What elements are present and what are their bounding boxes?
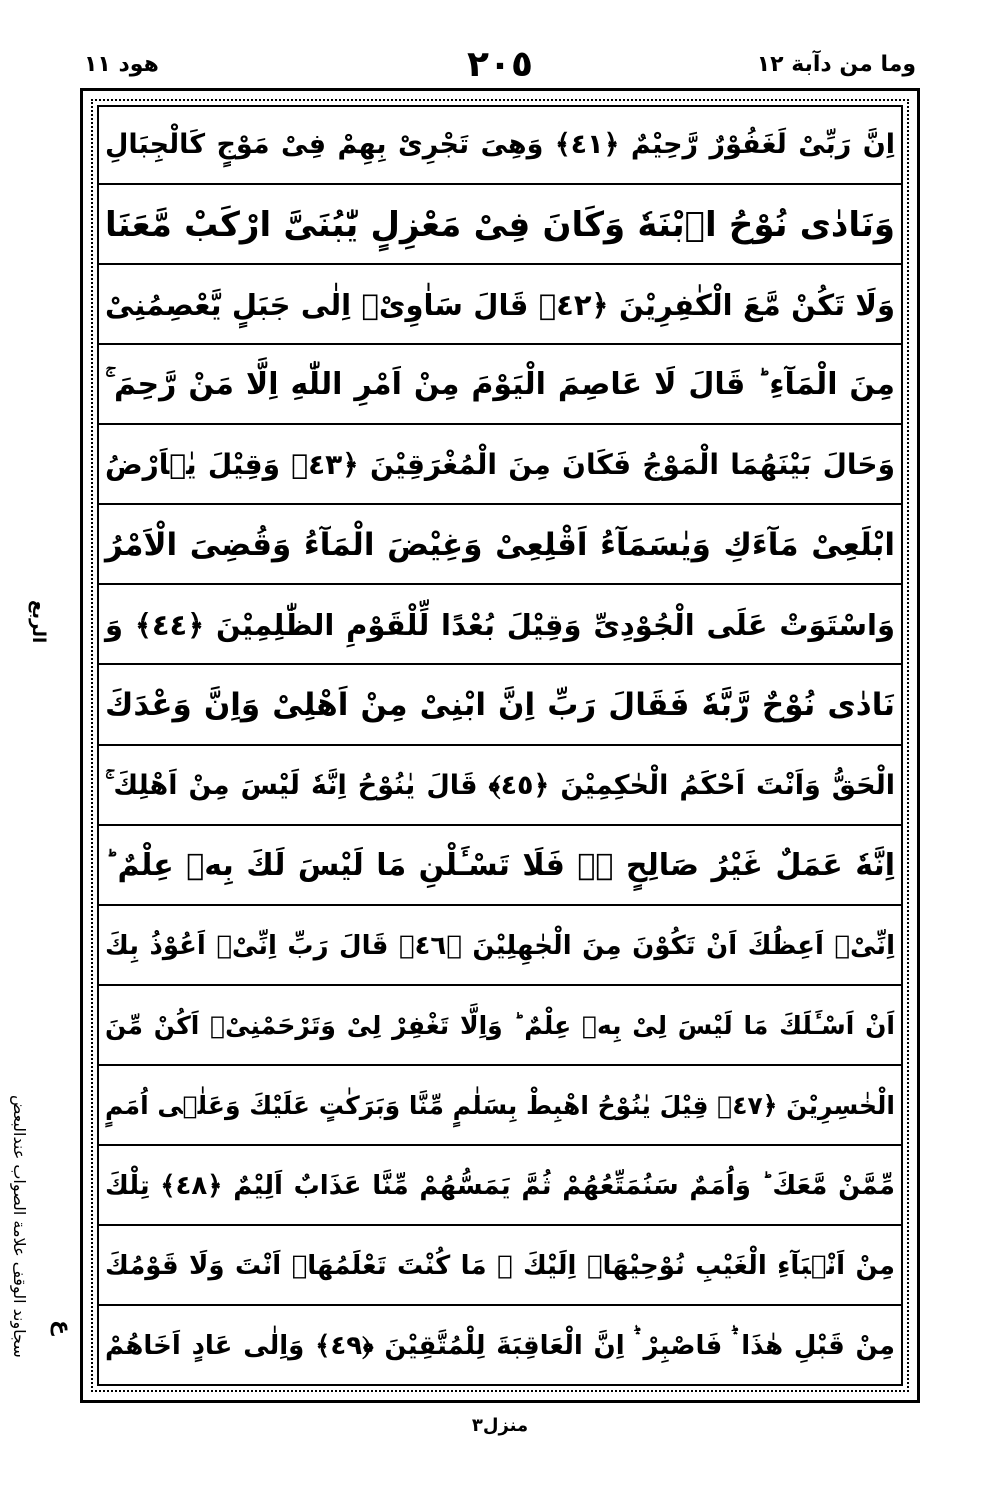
- text-line: اَنْ اَسْـَٔلَكَ مَا لَیْسَ لِیْ بِهٖ عِلْمٌ ؕ وَاِلَّا تَغْفِرْ لِیْ وَتَرْحَمْنِیْۤ اَكُنْ مِّنَ: [97, 986, 903, 1066]
- text-line: الْخٰسِرِیْنَ ﴿٤٧﴾ قِیْلَ یٰنُوْحُ اهْبِطْ بِسَلٰمٍ مِّنَّا وَبَرَكٰتٍ عَلَیْكَ وَعَلٰۤی اُمَمٍ: [97, 1066, 903, 1146]
- text-line: اِنَّهٗ عَمَلٌ غَیْرُ صَالِحٍ ۖۗ فَلَا تَسْـَٔلْنِ مَا لَیْسَ لَكَ بِهٖ عِلْمٌ ؕ: [97, 826, 903, 906]
- text-line: مِنْ قَبْلِ هٰذَا ۛؕ فَاصْبِرْ ۛؕ اِنَّ الْعَاقِبَةَ لِلْمُتَّقِیْنَ ﴿٤٩﴾ وَاِلٰی عَادٍ اَخَاهُمْ: [105, 1330, 895, 1361]
- manzil-footer: منزل٣: [471, 1415, 529, 1436]
- margin-annotation: سجاوند الوقف علامة الصواب عندالبعض: [10, 1095, 29, 1358]
- text-line: مِنْ اَنْۢبَآءِ الْغَیْبِ نُوْحِیْهَاۤ اِلَیْكَ ۚ مَا كُنْتَ تَعْلَمُهَاۤ اَنْتَ وَلَا قَوْمُكَ: [97, 1226, 903, 1306]
- text-line: وَحَالَ بَیْنَهُمَا الْمَوْجُ فَكَانَ مِنَ الْمُغْرَقِیْنَ ﴿٤٣﴾ وَقِیْلَ یٰۤاَرْضُ: [97, 425, 903, 505]
- text-line: اِنِّیْۤ اَعِظُكَ اَنْ تَكُوْنَ مِنَ الْجٰهِلِیْنَ ﴿٤٦﴾ قَالَ رَبِّ اِنِّیْۤ اَعُوْذُ بِكَ: [97, 906, 903, 986]
- text-line: وَاسْتَوَتْ عَلَی الْجُوْدِیِّ وَقِیْلَ بُعْدًا لِّلْقَوْمِ الظّٰلِمِیْنَ ﴿٤٤﴾ وَ: [97, 585, 903, 665]
- margin-ruku-note: الربع: [28, 600, 49, 644]
- text-line: ابْلَعِیْ مَآءَكِ وَیٰسَمَآءُ اَقْلِعِیْ وَغِیْضَ الْمَآءُ وَقُضِیَ الْاَمْرُ: [97, 505, 903, 585]
- text-lines: [97, 105, 903, 1386]
- text-line: الْحَقُّ وَاَنْتَ اَحْكَمُ الْحٰكِمِیْنَ ﴿٤٥﴾ قَالَ یٰنُوْحُ اِنَّهٗ لَیْسَ مِنْ اَهْلِكَ ۚ: [97, 746, 903, 826]
- text-line: مِنَ الْمَآءِ ؕ قَالَ لَا عَاصِمَ الْیَوْمَ مِنْ اَمْرِ اللّٰهِ اِلَّا مَنْ رَّحِمَ ۚ: [97, 345, 903, 425]
- text-line: مِّمَّنْ مَّعَكَ ؕ وَاُمَمٌ سَنُمَتِّعُهُمْ ثُمَّ یَمَسُّهُمْ مِّنَّا عَذَابٌ اَلِیْمٌ ﴿٤٨﴾ تِلْكَ: [97, 1146, 903, 1226]
- page-header: [84, 44, 916, 92]
- ruku-ain-mark: ع: [50, 1320, 75, 1336]
- page-border: [80, 88, 920, 1403]
- text-line: اِنَّ رَبِّیْ لَغَفُوْرٌ رَّحِیْمٌ ﴿٤١﴾ وَھِیَ تَجْرِیْ بِھِمْ فِیْ مَوْجٍ كَالْجِبَالِ: [97, 105, 903, 185]
- text-line: وَلَا تَكُنْ مَّعَ الْكٰفِرِیْنَ ﴿٤٢﴾ قَالَ سَاٰوِیْۤ اِلٰی جَبَلٍ یَّعْصِمُنِیْ: [97, 265, 903, 345]
- text-line: نَادٰی نُوْحٌ رَّبَّهٗ فَقَالَ رَبِّ اِنَّ ابْنِیْ مِنْ اَهْلِیْ وَاِنَّ وَعْدَكَ: [97, 665, 903, 745]
- juz-name: وما من دآبة ١٢: [756, 52, 916, 77]
- text-line: وَنَادٰی نُوْحُ ا۟بْنَهٗ وَكَانَ فِیْ مَعْزِلٍ یّٰبُنَیَّ ارْكَبْ مَّعَنَا: [97, 185, 903, 265]
- page-number: ٢٠٥: [467, 44, 533, 85]
- surah-name: هود ١١: [84, 52, 159, 77]
